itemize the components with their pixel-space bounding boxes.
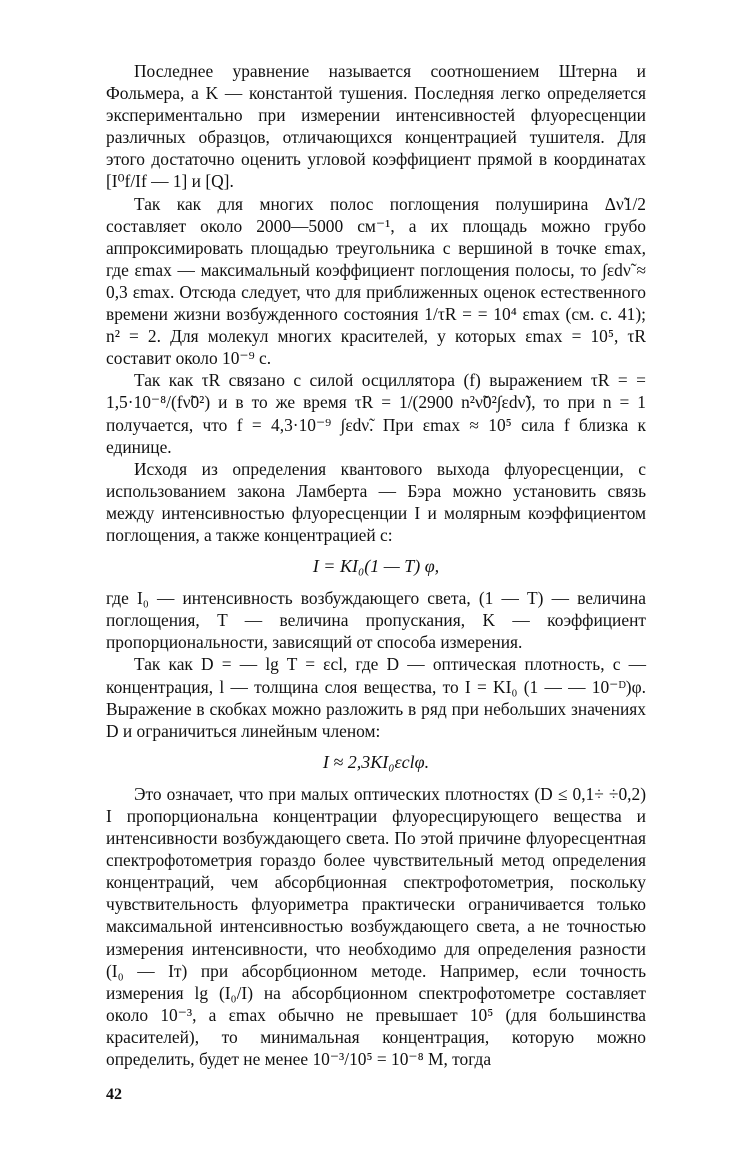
paragraph-sensitivity: Это означает, что при малых оптических плотностях (D ≤ 0,1÷ ÷0,2) I пропорциональна концентрации флуоресцирующего вещества и интенсивности возбуждающего света. По этой причине флуоресцентная спектрофотометрия гораздо более чувствительный метод определения концентраций, чем абсорбционная спектрофотометрия, поскольку чувствительность флуориметра практически ограничивается только максимальной интенсивностью возбуждающего света, а не точностью измерения интенсивности, что необходимо для определения разности (I₀ — Iт) при абсорбционном методе. Например, если точность измерения lg (I₀/I) на абсорбционном спектрофотометре составляет около 10⁻³, а εmax обычно не превышает 10⁵ (для большинства красителей), то минимальная концентрация, которую можно определить, будет не менее 10⁻³/10⁵ = 10⁻⁸ М, тогда — [106, 783, 646, 1070]
formula-linear: I ≈ 2,3KI₀εclφ. — [322, 751, 430, 772]
paragraph-quantum-yield: Исходя из определения квантового выхода флуоресценции, с использованием закона Ламберта — Бэра можно установить связь между интенсивностью флуоресценции I и молярным коэффициентом поглощения, а также концентрацией c: — [106, 458, 646, 545]
paragraph-stern-volmer: Последнее уравнение называется соотношением Штерна и Фольмера, а K — константой тушения. Последняя легко определяется экспериментально при измерении интенсивностей флуоресценции различных образцов, отличающихся концентрацией тушителя. Для этого достаточно оценить угловой коэффициент прямой в координатах [I⁰f/If — 1] и [Q]. — [106, 61, 646, 192]
paragraph-band-halfwidth: Так как для многих полос поглощения полуширина Δν̃1/2 составляет около 2000—5000 см⁻¹, а их площадь можно грубо аппроксимировать площадью треугольника с вершиной в точке εmax, где εmax — максимальный коэффициент поглощения полосы, то ∫εdν̃ ≈ 0,3 εmax. Отсюда следует, что для приближенных оценок естественного времени жизни возбужденного состояния 1/τR = = 10⁴ εmax (см. с. 41); n² = 2. Для молекул многих красителей, у которых εmax = 10⁵, τR составит около 10⁻⁹ с. — [106, 193, 646, 369]
body-text — [106, 60, 646, 1070]
paragraph-definitions: где I₀ — интенсивность возбуждающего света, (1 — T) — величина поглощения, T — величина пропускания, K — коэффициент пропорциональности, зависящий от способа измерения. — [106, 588, 646, 653]
page-number: 42 — [106, 1086, 122, 1103]
formula-intensity: I = KI₀(1 — T) φ, — [312, 556, 440, 577]
paragraph-optical-density: Так как D = — lg T = εcl, где D — оптическая плотность, c — концентрация, l — толщина слоя вещества, то I = KI₀ (1 — — 10⁻ᴰ)φ. Выражение в скобках можно разложить в ряд при небольших значениях D и ограничиться линейным членом: — [106, 654, 646, 741]
paragraph-oscillator-strength: Так как τR связано с силой осциллятора (f) выражением τR = = 1,5·10⁻⁸/(fν̃0²) и в то же время τR = 1/(2900 n²ν̃0²∫εdν̃), то при n = 1 получается, что f = 4,3·10⁻⁹ ∫εdν̃. При εmax ≈ 10⁵ сила f близка к единице. — [106, 370, 646, 457]
